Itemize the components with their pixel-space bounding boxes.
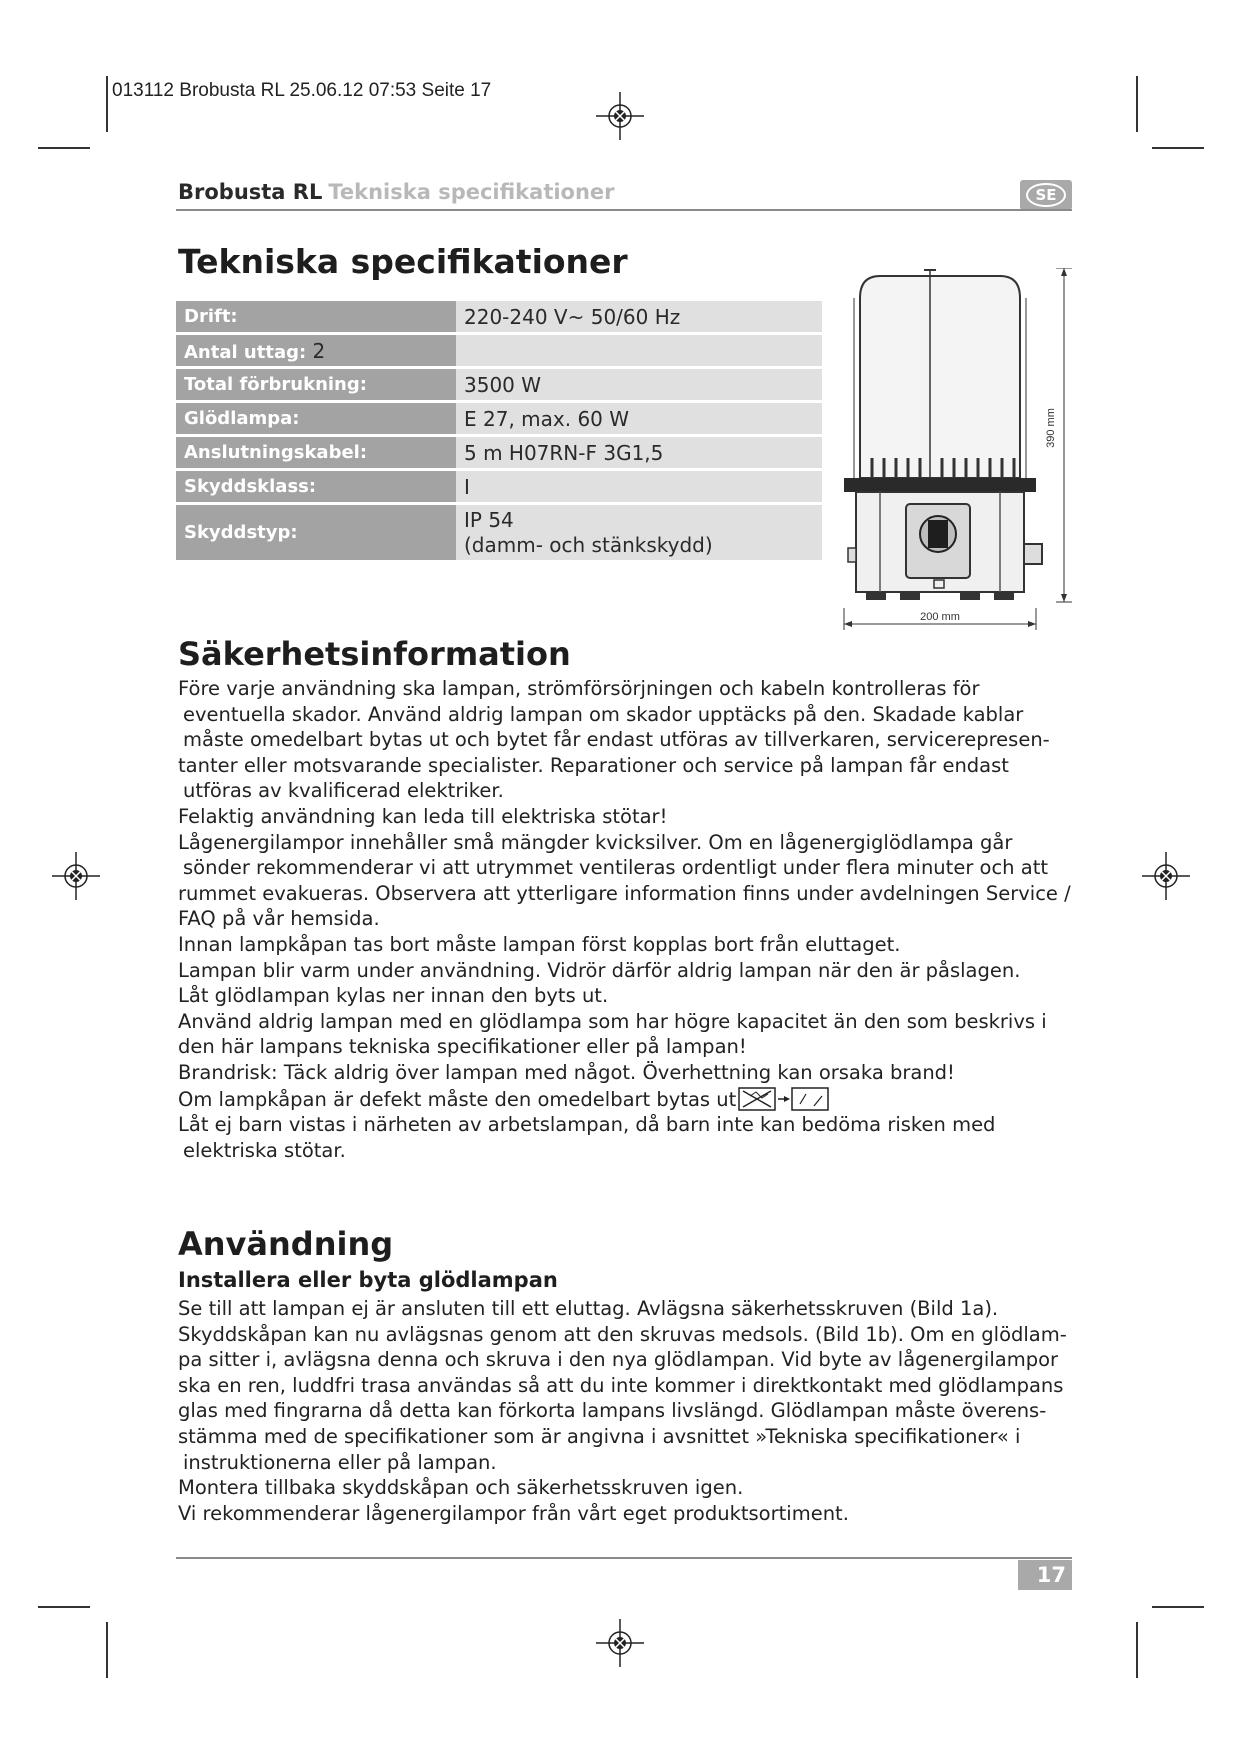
usage-line: Montera tillbaka skyddskåpan och säkerhetsskruven igen. bbox=[178, 1476, 744, 1500]
usage-line: Skyddskåpan kan nu avlägsnas genom att den skruvas medsols. (Bild 1b). Om en glödlam- bbox=[178, 1322, 1067, 1346]
usage-heading: Användning bbox=[178, 1225, 394, 1263]
safety-line: elektriska stötar. bbox=[183, 1138, 346, 1162]
spec-row bbox=[176, 505, 822, 560]
crop-mark-bottom-right bbox=[1136, 1622, 1138, 1678]
spec-row bbox=[176, 471, 822, 502]
safety-line: Låt glödlampan kylas ner innan den byts ut. bbox=[178, 984, 609, 1008]
safety-line: FAQ på vår hemsida. bbox=[178, 907, 380, 931]
safety-text bbox=[178, 676, 1078, 1163]
spec-value: 5 m H07RN-F 3G1,5 bbox=[456, 437, 822, 468]
safety-line: måste omedelbart bytas ut och bytet får endast utföras av tillverkaren, servicerepresen- bbox=[183, 728, 1050, 752]
safety-line: Lågenergilampor innehåller små mängder kvicksilver. Om en lågenergiglödlampa går bbox=[178, 830, 1013, 854]
spec-label: Drift: bbox=[176, 301, 456, 332]
safety-line: Före varje användning ska lampan, strömförsörjningen och kabeln kontrolleras för bbox=[178, 677, 980, 700]
spec-value: 3500 W bbox=[456, 369, 822, 400]
spec-value: IP 54 bbox=[464, 507, 514, 532]
crop-mark-top-left-h bbox=[38, 147, 90, 149]
spec-label: Skyddsklass: bbox=[176, 471, 456, 502]
usage-line: stämma med de specifikationer som är angivna i avsnittet »Tekniska specifikationer« i bbox=[178, 1424, 1021, 1448]
spec-inline-value: 2 bbox=[312, 338, 326, 363]
crop-mark-top-right bbox=[1136, 76, 1138, 132]
page-number: 17 bbox=[1018, 1560, 1072, 1590]
height-dimension-label: 390 mm bbox=[1045, 408, 1057, 448]
usage-subheading: Installera eller byta glödlampan bbox=[178, 1268, 558, 1292]
safety-line: utföras av kvalificerad elektriker. bbox=[183, 779, 504, 803]
header-product: Brobusta RL bbox=[178, 180, 323, 204]
safety-line: eventuella skador. Använd aldrig lampan om skador upptäcks på den. Skadade kablar bbox=[183, 702, 1024, 726]
spec-heading: Tekniska specifikationer bbox=[178, 242, 628, 281]
spec-label: Total förbrukning: bbox=[176, 369, 456, 400]
safety-line: rummet evakueras. Observera att ytterligare information finns under avdelningen Service / bbox=[178, 881, 1071, 905]
safety-line: Felaktig användning kan leda till elektriska stötar! bbox=[178, 804, 668, 828]
spec-table bbox=[176, 298, 822, 563]
spec-row bbox=[176, 335, 822, 366]
spec-value bbox=[456, 335, 822, 366]
spec-row bbox=[176, 369, 822, 400]
spec-row bbox=[176, 301, 822, 332]
print-slug: 013112 Brobusta RL 25.06.12 07:53 Seite 17 bbox=[112, 80, 492, 101]
header-rule bbox=[176, 209, 1072, 211]
header-section: Tekniska specifikationer bbox=[328, 180, 615, 204]
registration-mark-top-icon bbox=[596, 92, 644, 140]
footer-rule bbox=[176, 1557, 1072, 1559]
usage-line: pa sitter i, avlägsna denna och skruva i den nya glödlampan. Vid byte av lågenergilampor bbox=[178, 1348, 1059, 1372]
spec-label: Anslutningskabel: bbox=[176, 437, 456, 468]
spec-row bbox=[176, 437, 822, 468]
registration-mark-bottom-icon bbox=[596, 1619, 644, 1667]
spec-label: Skyddstyp: bbox=[176, 505, 456, 560]
safety-line-with-icon bbox=[178, 1086, 1078, 1113]
crop-mark-top-left bbox=[106, 76, 108, 132]
safety-line: Använd aldrig lampan med en glödlampa som har högre kapacitet än den som beskrivs i bbox=[178, 1009, 1047, 1033]
usage-text bbox=[178, 1296, 1078, 1526]
safety-line: Lampan blir varm under användning. Vidrör därför aldrig lampan när den är påslagen. bbox=[178, 958, 1021, 982]
spec-value-line2: (damm- och stänkskydd) bbox=[464, 532, 713, 557]
spec-value: I bbox=[456, 471, 822, 502]
spec-label: Antal uttag: bbox=[184, 341, 307, 363]
usage-line: ska en ren, luddfri trasa användas så att du inte kommer i direktkontakt med glödlampans bbox=[178, 1373, 1064, 1397]
language-code: SE bbox=[1026, 183, 1065, 207]
safety-line: Om lampkåpan är defekt måste den omedelbart bytas ut bbox=[178, 1087, 737, 1111]
width-dimension-label: 200 mm bbox=[920, 611, 960, 623]
safety-line: sönder rekommenderar vi att utrymmet ventileras ordentligt under flera minuter och att bbox=[183, 856, 1048, 880]
usage-line: Vi rekommenderar lågenergilampor från vårt eget produktsortiment. bbox=[178, 1501, 849, 1525]
safety-line: Brandrisk: Täck aldrig över lampan med något. Överhettning kan orsaka brand! bbox=[178, 1060, 955, 1084]
usage-line: instruktionerna eller på lampan. bbox=[183, 1450, 497, 1474]
spec-row bbox=[176, 403, 822, 434]
safety-line: Innan lampkåpan tas bort måste lampan först kopplas bort från eluttaget. bbox=[178, 932, 901, 956]
lamp-dimension-drawing bbox=[840, 268, 1080, 638]
registration-mark-right-icon bbox=[1142, 852, 1190, 900]
replace-cover-icon bbox=[738, 1086, 830, 1112]
safety-heading: Säkerhetsinformation bbox=[178, 635, 571, 673]
safety-line: Låt ej barn vistas i närheten av arbetslampan, då barn inte kan bedöma risken med bbox=[178, 1113, 996, 1137]
crop-mark-top-right-h bbox=[1152, 147, 1204, 149]
spec-value: E 27, max. 60 W bbox=[456, 403, 822, 434]
crop-mark-bottom-right-h bbox=[1152, 1606, 1204, 1608]
safety-line: tanter eller motsvarande specialister. Reparationer och service på lampan får endast bbox=[178, 753, 1009, 777]
safety-line: den här lampans tekniska specifikationer eller på lampan! bbox=[178, 1035, 747, 1059]
usage-line: glas med fingrarna då detta kan förkorta lampans livslängd. Glödlampan måste överens- bbox=[178, 1399, 1047, 1423]
registration-mark-left-icon bbox=[52, 852, 100, 900]
spec-value: 220-240 V~ 50/60 Hz bbox=[456, 301, 822, 332]
spec-value-cell bbox=[456, 505, 822, 560]
spec-label: Glödlampa: bbox=[176, 403, 456, 434]
running-header bbox=[178, 180, 615, 204]
usage-line: Se till att lampan ej är ansluten till ett eluttag. Avlägsna säkerhetsskruven (Bild 1a). bbox=[178, 1297, 999, 1320]
crop-mark-bottom-left-h bbox=[38, 1606, 90, 1608]
spec-label-cell bbox=[176, 335, 456, 366]
crop-mark-bottom-left bbox=[106, 1622, 108, 1678]
language-badge bbox=[1020, 180, 1072, 210]
